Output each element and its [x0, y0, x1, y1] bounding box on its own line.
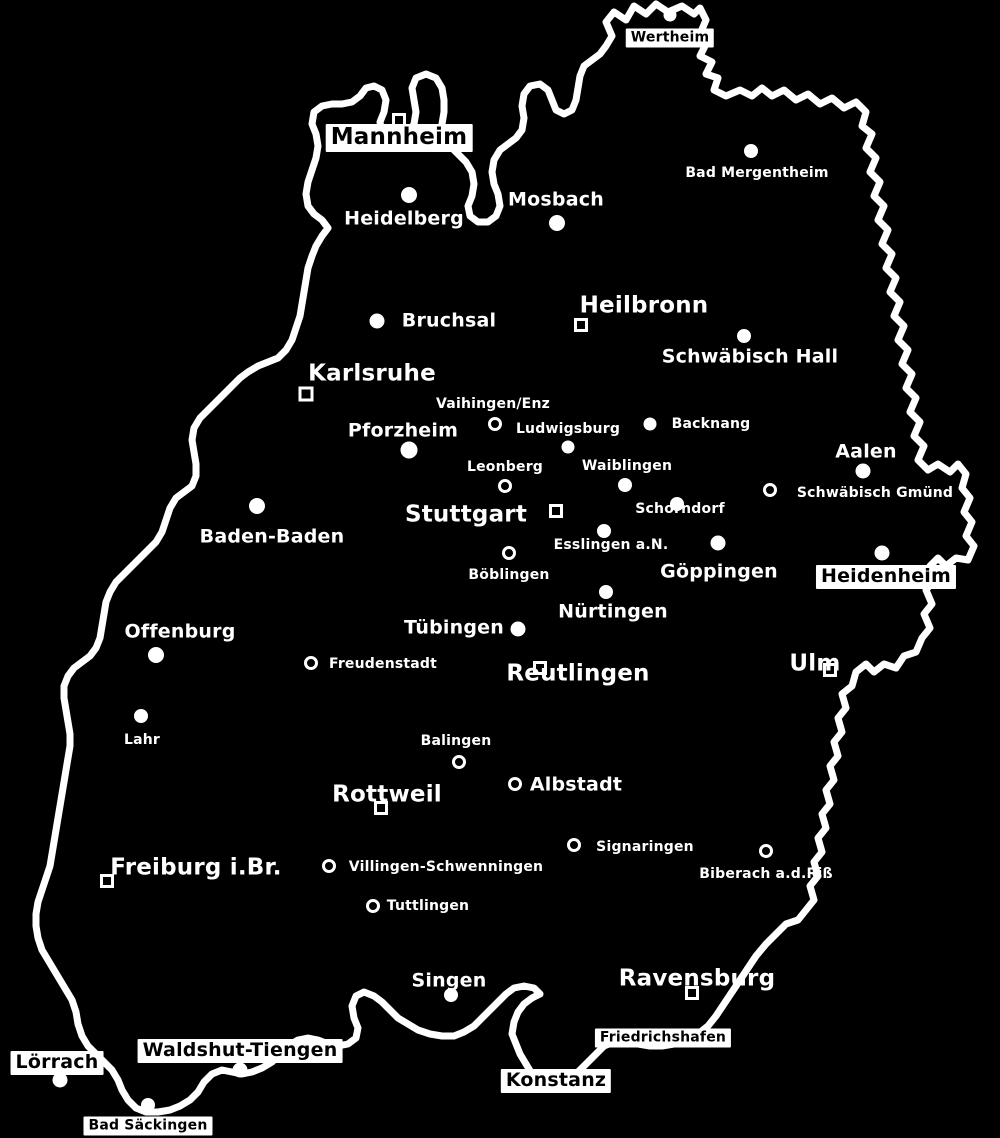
city-marker-signaringen[interactable]	[567, 838, 581, 852]
city-label-singen: Singen	[411, 969, 487, 992]
city-label-schorndorf: Schorndorf	[635, 501, 725, 517]
city-label-reutlingen: Reutlingen	[506, 660, 650, 687]
city-marker-balingen[interactable]	[452, 755, 466, 769]
city-label-leonberg: Leonberg	[466, 459, 544, 475]
city-label-konstanz: Konstanz	[501, 1069, 611, 1093]
city-label-boeblingen: Böblingen	[468, 567, 550, 583]
city-marker-waldshut-tiengen[interactable]	[233, 1063, 248, 1078]
city-marker-waiblingen[interactable]	[618, 478, 632, 492]
city-label-esslingen-a-n: Esslingen a.N.	[553, 537, 669, 553]
city-marker-heidenheim[interactable]	[875, 546, 890, 561]
city-marker-pforzheim[interactable]	[401, 442, 418, 459]
city-label-stuttgart: Stuttgart	[404, 501, 528, 528]
city-label-bruchsal: Bruchsal	[401, 309, 497, 332]
city-marker-vaihingen-enz[interactable]	[488, 417, 502, 431]
city-marker-offenburg[interactable]	[148, 647, 164, 663]
city-label-backnang: Backnang	[671, 416, 751, 432]
city-marker-esslingen-a-n[interactable]	[597, 524, 611, 538]
city-label-biberach-a-d-riss: Biberach a.d.Riß	[699, 866, 833, 882]
city-label-waiblingen: Waiblingen	[581, 458, 673, 474]
city-label-albstadt: Albstadt	[529, 773, 623, 796]
city-label-signaringen: Signaringen	[596, 839, 694, 855]
city-label-balingen: Balingen	[420, 733, 492, 749]
city-label-mosbach: Mosbach	[508, 188, 604, 211]
city-marker-aalen[interactable]	[856, 464, 871, 479]
city-marker-tuttlingen[interactable]	[366, 899, 380, 913]
city-label-ludwigsburg: Ludwigsburg	[515, 421, 621, 437]
city-label-karlsruhe: Karlsruhe	[308, 360, 436, 387]
city-label-rottweil: Rottweil	[332, 781, 442, 808]
city-label-tuebingen: Tübingen	[404, 616, 504, 639]
city-label-bad-saeckingen: Bad Säckingen	[83, 1117, 212, 1136]
city-label-villingen-schwenningen: Villingen-Schwenningen	[348, 859, 544, 875]
city-marker-bad-mergentheim[interactable]	[744, 144, 758, 158]
city-marker-leonberg[interactable]	[498, 479, 512, 493]
city-label-freudenstadt: Freudenstadt	[328, 656, 438, 672]
city-label-nuertingen: Nürtingen	[558, 600, 668, 623]
city-label-heidelberg: Heidelberg	[344, 207, 464, 230]
city-label-vaihingen-enz: Vaihingen/Enz	[436, 396, 550, 412]
city-label-wertheim: Wertheim	[626, 29, 714, 48]
city-marker-boeblingen[interactable]	[502, 546, 516, 560]
city-label-baden-baden: Baden-Baden	[199, 525, 345, 548]
city-marker-bruchsal[interactable]	[370, 314, 385, 329]
city-label-goeppingen: Göppingen	[660, 560, 778, 583]
city-label-heilbronn: Heilbronn	[579, 292, 709, 319]
city-label-schwaebisch-gmuend: Schwäbisch Gmünd	[796, 485, 954, 501]
city-marker-albstadt[interactable]	[508, 777, 522, 791]
city-marker-schwaebisch-hall[interactable]	[737, 329, 751, 343]
city-marker-baden-baden[interactable]	[249, 498, 265, 514]
city-marker-biberach-a-d-riss[interactable]	[759, 844, 773, 858]
city-marker-stuttgart[interactable]	[549, 504, 563, 518]
city-label-lahr: Lahr	[123, 732, 161, 748]
city-label-freiburg-i-br: Freiburg i.Br.	[110, 854, 282, 881]
city-marker-tuebingen[interactable]	[511, 622, 526, 637]
city-marker-schwaebisch-gmuend[interactable]	[763, 483, 777, 497]
city-marker-mosbach[interactable]	[549, 215, 565, 231]
city-marker-nuertingen[interactable]	[599, 585, 613, 599]
city-marker-bad-saeckingen[interactable]	[141, 1098, 155, 1112]
city-marker-heidelberg[interactable]	[401, 187, 417, 203]
city-marker-ludwigsburg[interactable]	[562, 441, 575, 454]
city-label-loerrach: Lörrach	[11, 1051, 104, 1075]
city-label-heidenheim: Heidenheim	[816, 565, 956, 589]
city-label-pforzheim: Pforzheim	[347, 419, 459, 442]
city-label-schwaebisch-hall: Schwäbisch Hall	[661, 345, 839, 368]
city-marker-villingen-schwenningen[interactable]	[322, 859, 336, 873]
city-marker-backnang[interactable]	[644, 418, 657, 431]
city-label-friedrichshafen: Friedrichshafen	[595, 1029, 731, 1048]
city-marker-karlsruhe[interactable]	[299, 387, 314, 402]
city-label-mannheim: Mannheim	[326, 124, 473, 152]
city-label-ulm: Ulm	[789, 650, 841, 677]
city-label-ravensburg: Ravensburg	[618, 965, 776, 992]
city-label-waldshut-tiengen: Waldshut-Tiengen	[138, 1039, 343, 1063]
city-label-offenburg: Offenburg	[124, 620, 236, 643]
city-marker-wertheim[interactable]	[664, 9, 677, 22]
city-marker-heilbronn[interactable]	[574, 318, 588, 332]
city-label-bad-mergentheim: Bad Mergentheim	[685, 165, 829, 181]
city-label-tuttlingen: Tuttlingen	[386, 898, 470, 914]
city-marker-lahr[interactable]	[134, 709, 148, 723]
city-marker-goeppingen[interactable]	[711, 536, 726, 551]
city-label-aalen: Aalen	[835, 440, 897, 463]
city-marker-freudenstadt[interactable]	[304, 656, 318, 670]
